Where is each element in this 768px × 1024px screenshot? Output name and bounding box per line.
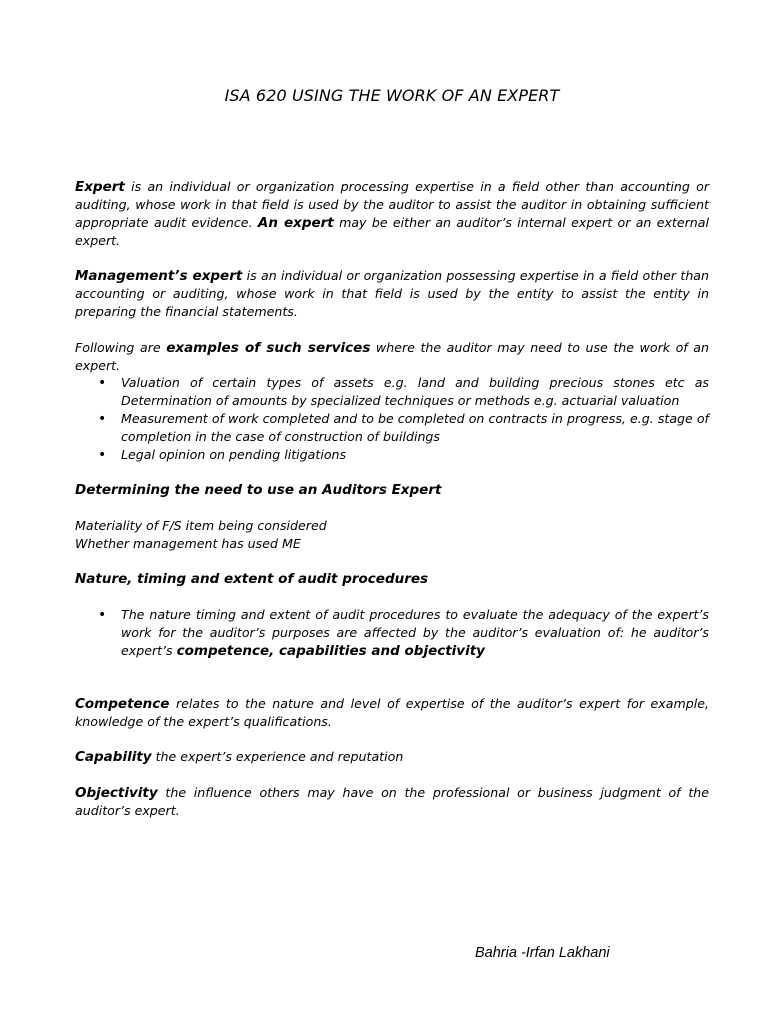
determining-line-1: Materiality of F/S item being considered [75, 518, 327, 533]
management-expert-text: is an individual or organization possessing expertise in a field other than accounting or auditing, whose work in that field is used by the entity to assist the entity in preparing the financial statements. [75, 268, 709, 319]
services-list [75, 374, 709, 464]
objectivity-term: Objectivity [75, 785, 158, 801]
capability-term: Capability [75, 749, 152, 765]
bullet-icon: • [98, 411, 107, 427]
services-intro-after: where the auditor may need to use the work of an expert. [75, 340, 709, 373]
nature-bullet-bold: competence, capabilities and objectivity [176, 643, 485, 659]
services-intro [75, 339, 709, 375]
competence-text: relates to the nature and level of expertise of the auditor’s expert for example, knowledge of the expert’s qualifications. [75, 696, 709, 729]
bullet-icon: • [98, 447, 107, 463]
list-item [75, 374, 709, 410]
nature-section [75, 570, 709, 588]
objectivity-text: the influence others may have on the professional or business judgment of the auditor’s expert. [75, 785, 709, 818]
determining-lines [75, 517, 709, 553]
page-title: ISA 620 USING THE WORK OF AN EXPERT [224, 86, 560, 105]
objectivity-definition [75, 784, 709, 820]
bullet-icon: • [98, 607, 107, 623]
expert-term-2: An expert [257, 215, 334, 231]
competence-definition [75, 695, 709, 731]
expert-text-2: may be either an auditor’s internal expert or an external expert. [75, 215, 709, 248]
nature-heading: Nature, timing and extent of audit procedures [75, 571, 429, 587]
nature-bullet-text: The nature timing and extent of audit procedures to evaluate the adequacy of the expert’s work for the auditor’s purposes are affected by the auditor’s evaluation of: he auditor’s expert’s [121, 607, 709, 658]
list-item [75, 410, 709, 446]
capability-definition [75, 748, 709, 766]
nature-list [75, 606, 709, 660]
capability-text: the expert’s experience and reputation [151, 749, 404, 764]
list-item [75, 446, 709, 464]
competence-term: Competence [75, 696, 170, 712]
service-item-text: Legal opinion on pending litigations [121, 447, 347, 462]
services-intro-before: Following are [75, 340, 167, 355]
determining-heading: Determining the need to use an Auditors Expert [75, 482, 442, 498]
management-expert-definition [75, 267, 709, 321]
determining-section [75, 481, 709, 499]
service-item-text: Measurement of work completed and to be completed on contracts in progress, e.g. stage of completion in the case of construction of buildings [121, 411, 709, 444]
expert-term: Expert [75, 179, 125, 195]
list-item [75, 606, 709, 660]
services-intro-bold: examples of such services [166, 340, 371, 356]
bullet-icon: • [98, 375, 107, 391]
determining-line-2: Whether management has used ME [75, 536, 301, 551]
expert-text-1: is an individual or organization processing expertise in a field other than accounting or auditing, whose work in that field is used by the auditor to assist the auditor in obtaining sufficient appropriate audit evidence. [75, 179, 709, 230]
author-signature: Bahria -Irfan Lakhani [475, 945, 610, 961]
expert-definition [75, 178, 709, 250]
management-expert-term: Management’s expert [75, 268, 243, 284]
service-item-text: Valuation of certain types of assets e.g. land and building precious stones etc as Determination of amounts by specialized techniques or methods e.g. actuarial valuation [121, 375, 709, 408]
